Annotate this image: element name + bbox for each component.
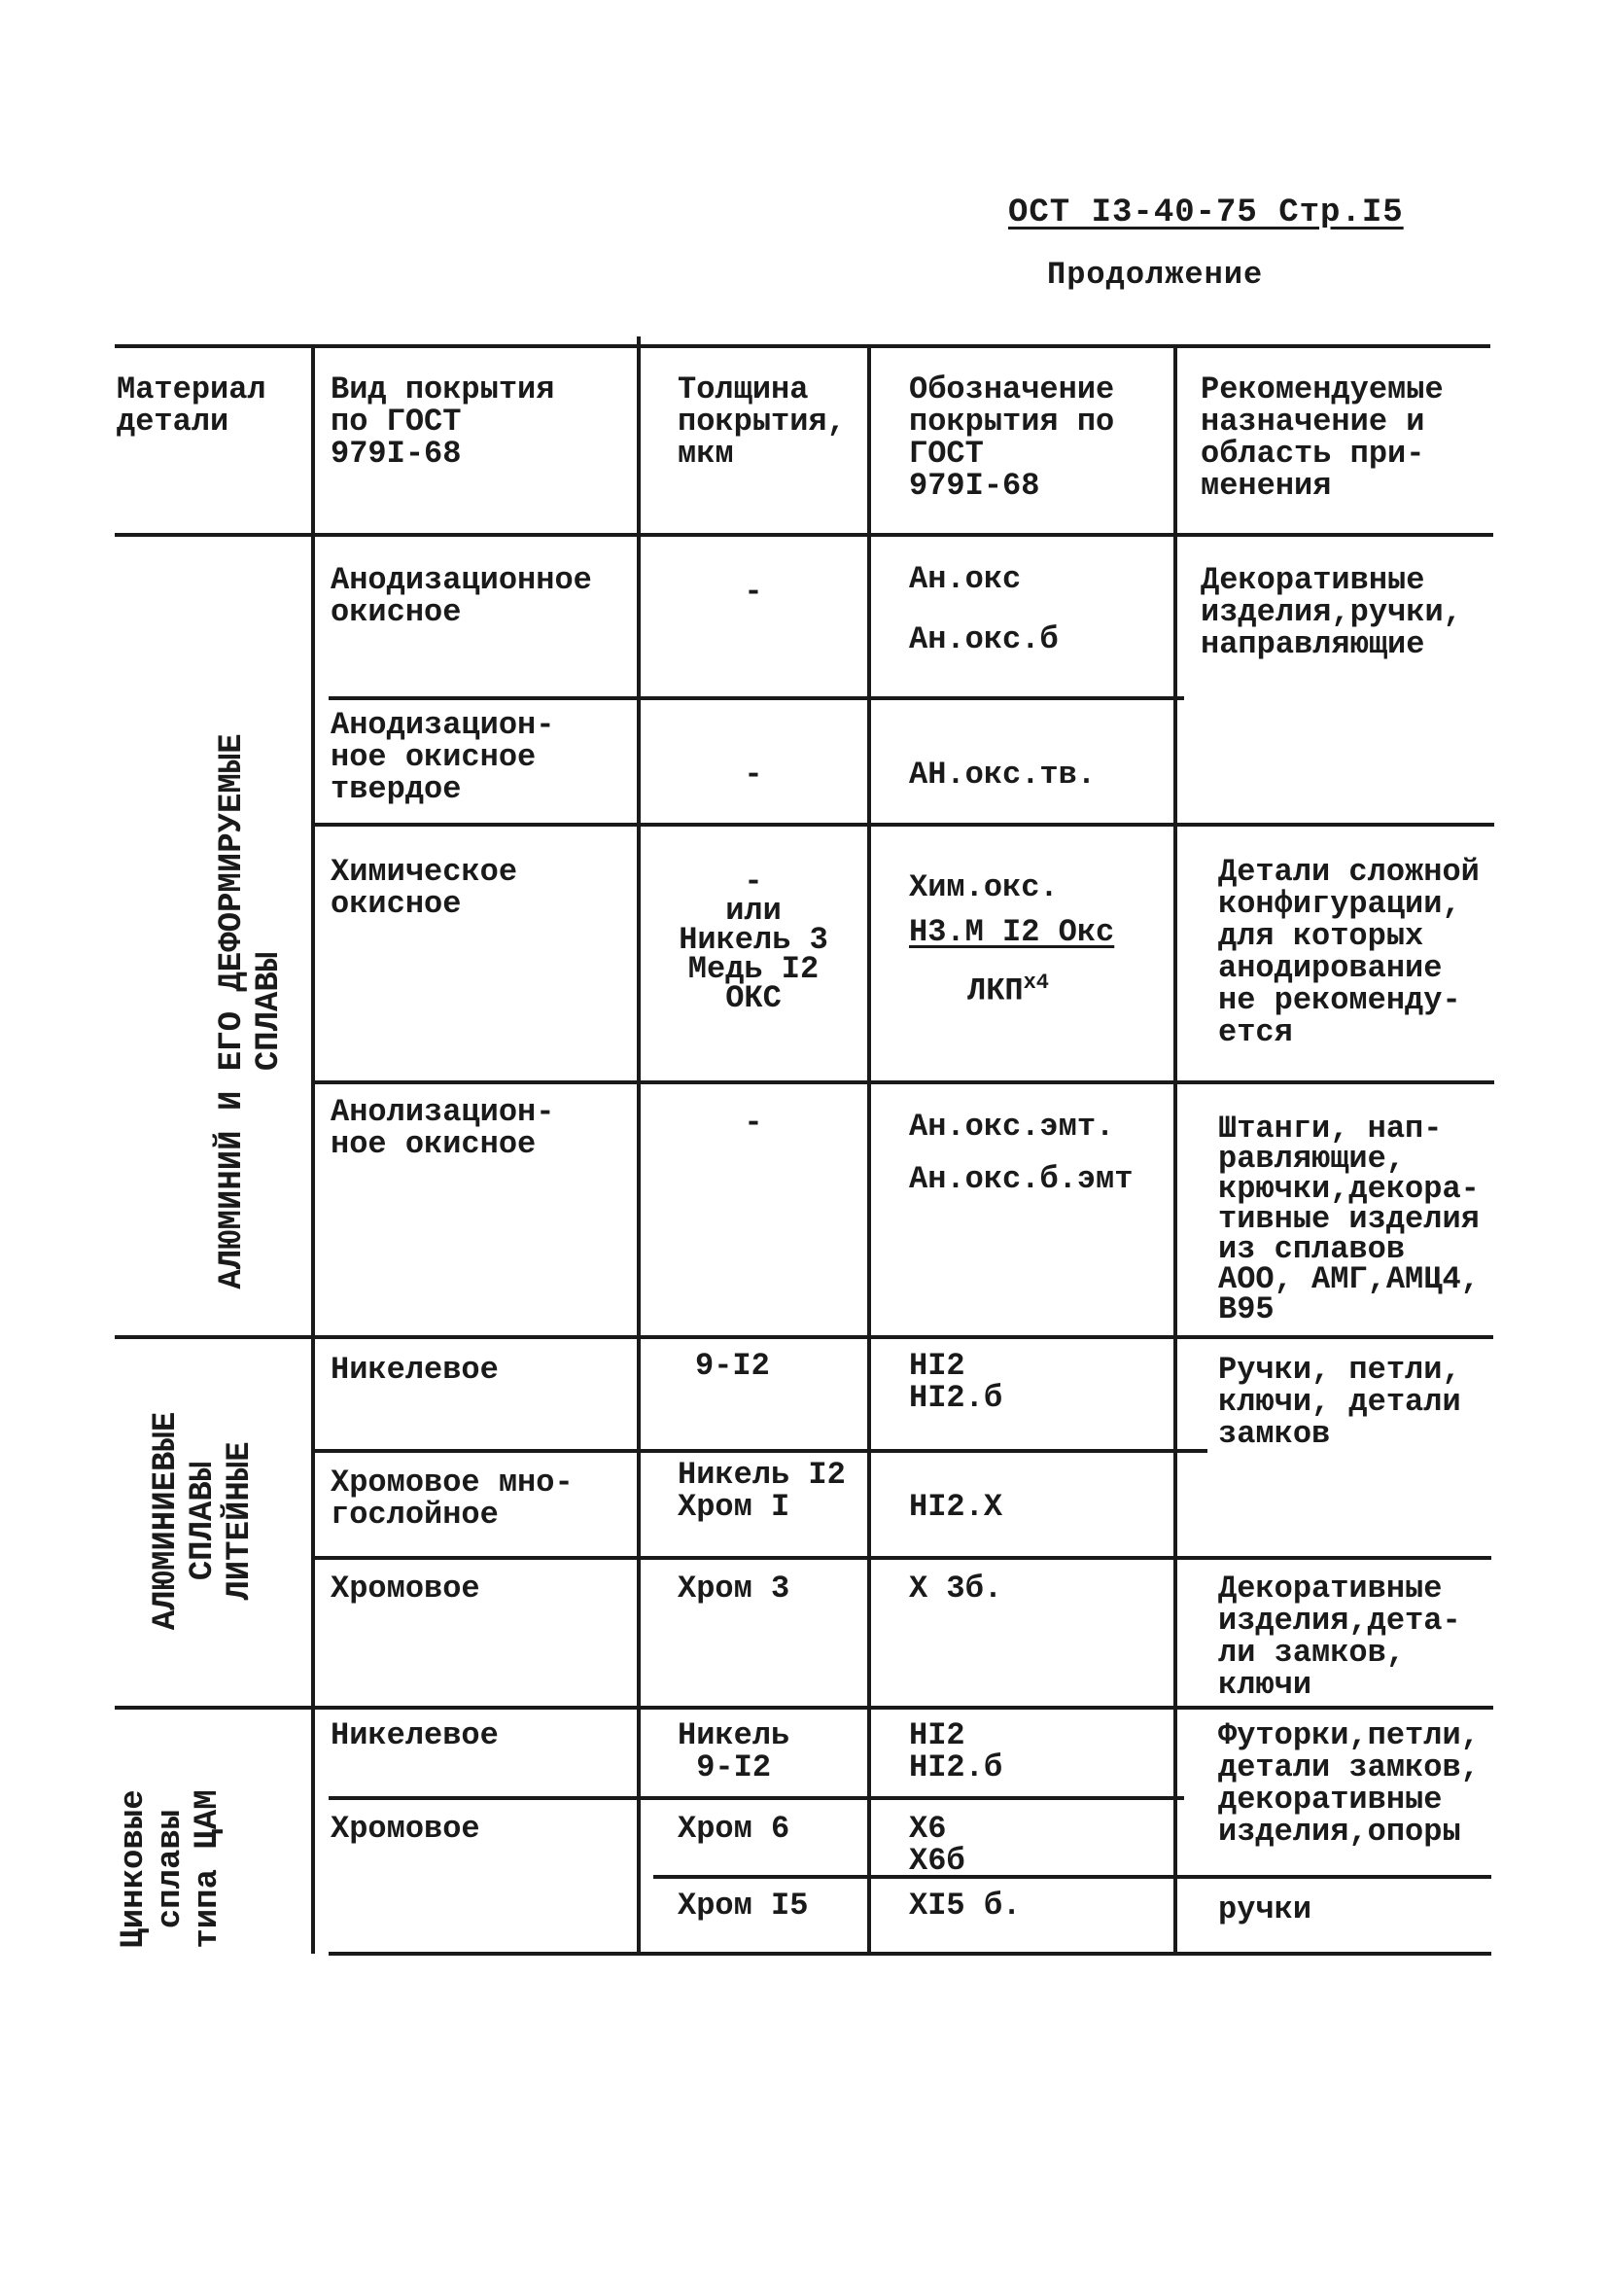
row2-designation: АН.окс.тв. xyxy=(909,757,1097,793)
row8-thickness: Никель 9-I2 xyxy=(678,1717,790,1785)
header-designation: Обозначение покрытия по ГОСТ 979I-68 xyxy=(909,371,1115,504)
rule-row1 xyxy=(329,696,1184,700)
row7-application: Декоративные изделия,дета- ли замков, ключи xyxy=(1218,1571,1461,1703)
rule-row5 xyxy=(313,1449,1207,1453)
col-rule-1 xyxy=(311,344,315,1954)
row8-coating-type: Никелевое xyxy=(331,1717,499,1753)
material-group-aluminium-cast: АЛЮМИНИЕВЫЕ СПЛАВЫ ЛИТЕЙНЫЕ xyxy=(148,1411,259,1631)
row1-thickness: - xyxy=(744,574,763,610)
row3-thickness: - или Никель 3 Медь I2 ОКС xyxy=(679,864,828,1016)
row3-coating-type: Химическое окисное xyxy=(331,854,518,922)
material-group-zinc: Цинковые сплавы типа ЦАМ xyxy=(116,1789,227,1949)
row1-designation: Ан.окс Ан.окс.б xyxy=(909,561,1059,657)
row5-application: Ручки, петли, ключи, детали замков xyxy=(1218,1352,1461,1452)
header-coating-type: Вид покрытия по ГОСТ 979I-68 xyxy=(331,371,555,472)
row8-designation: НI2 НI2.б xyxy=(909,1717,1003,1785)
col-rule-3 xyxy=(867,344,871,1954)
rule-top xyxy=(115,344,1490,348)
row1-application: Декоративные изделия,ручки, направляющие xyxy=(1201,562,1462,662)
row1-coating-type: Анодизационное окисное xyxy=(331,562,592,630)
rule-header-bottom xyxy=(115,533,1493,537)
document-code: ОСТ I3-40-75 Стр.I5 xyxy=(1008,194,1404,231)
row2-coating-type: Анодизацион- ное окисное твердое xyxy=(331,707,555,807)
row5-designation: НI2 НI2.б xyxy=(909,1348,1003,1416)
row7-designation: Х 3б. xyxy=(909,1571,1003,1607)
row3-designation-line3: $ЛКП^{х4}$ xyxy=(967,971,1050,1009)
header-thickness: Толщина покрытия, мкм xyxy=(678,371,846,472)
row4-application: Штанги, нап- равляющие, крючки,декора- тивные изделия из сплавов АОО, АМГ,АМЦ4, В95 xyxy=(1218,1111,1480,1327)
material-group-aluminium-wrought: АЛЮМИНИЙ И ЕГО ДЕФОРМИРУЕМЫЕ СПЛАВЫ xyxy=(214,733,288,1289)
row6-thickness: Никель I2 Хром I xyxy=(678,1457,846,1525)
row4-thickness: - xyxy=(744,1105,763,1141)
row9-thickness: Хром 6 xyxy=(678,1811,790,1847)
rule-row8 xyxy=(329,1796,1184,1800)
header-material: Материал детали xyxy=(117,371,266,440)
col-rule-2 xyxy=(637,336,641,1954)
continuation-label: Продолжение xyxy=(1047,257,1264,293)
row5-thickness: 9-I2 xyxy=(695,1348,770,1384)
row10-designation: ХI5 б. xyxy=(909,1888,1022,1924)
header-application: Рекомендуемые назначение и область при- менения xyxy=(1201,371,1444,504)
row9-coating-type: Хромовое xyxy=(331,1811,480,1847)
row4-designation: Ан.окс.эмт. Ан.окс.б.эмт xyxy=(909,1109,1134,1197)
row5-coating-type: Никелевое xyxy=(331,1352,499,1388)
rule-group2 xyxy=(115,1706,1493,1710)
row6-designation: НI2.Х xyxy=(909,1489,1003,1525)
col-rule-4 xyxy=(1173,344,1177,1954)
row2-thickness: - xyxy=(744,757,763,793)
row8-application: Футорки,петли, детали замков, декоративные изделия,опоры xyxy=(1218,1717,1480,1850)
rule-row6 xyxy=(313,1556,1491,1560)
row6-coating-type: Хромовое мно- гослойное xyxy=(331,1465,574,1533)
rule-row9 xyxy=(653,1875,1491,1879)
row4-coating-type: Анолизацион- ное окисное xyxy=(331,1094,555,1162)
row7-thickness: Хром 3 xyxy=(678,1571,790,1607)
row7-coating-type: Хромовое xyxy=(331,1571,480,1607)
row10-thickness: Хром I5 xyxy=(678,1888,809,1924)
row3-designation-line2: Н3.М I2 Окс xyxy=(909,914,1115,950)
rule-group1 xyxy=(115,1335,1493,1339)
row9-designation: Х6 Х6б xyxy=(909,1811,965,1879)
row3-application: Детали сложной конфигурации, для которых анодирование не рекоменду- ется xyxy=(1218,854,1480,1050)
row10-application: ручки xyxy=(1218,1891,1312,1927)
rule-bottom xyxy=(329,1952,1491,1956)
row3-designation-line1: Хим.окс. xyxy=(909,869,1059,905)
rule-row2 xyxy=(313,823,1494,827)
rule-row3 xyxy=(313,1080,1494,1084)
